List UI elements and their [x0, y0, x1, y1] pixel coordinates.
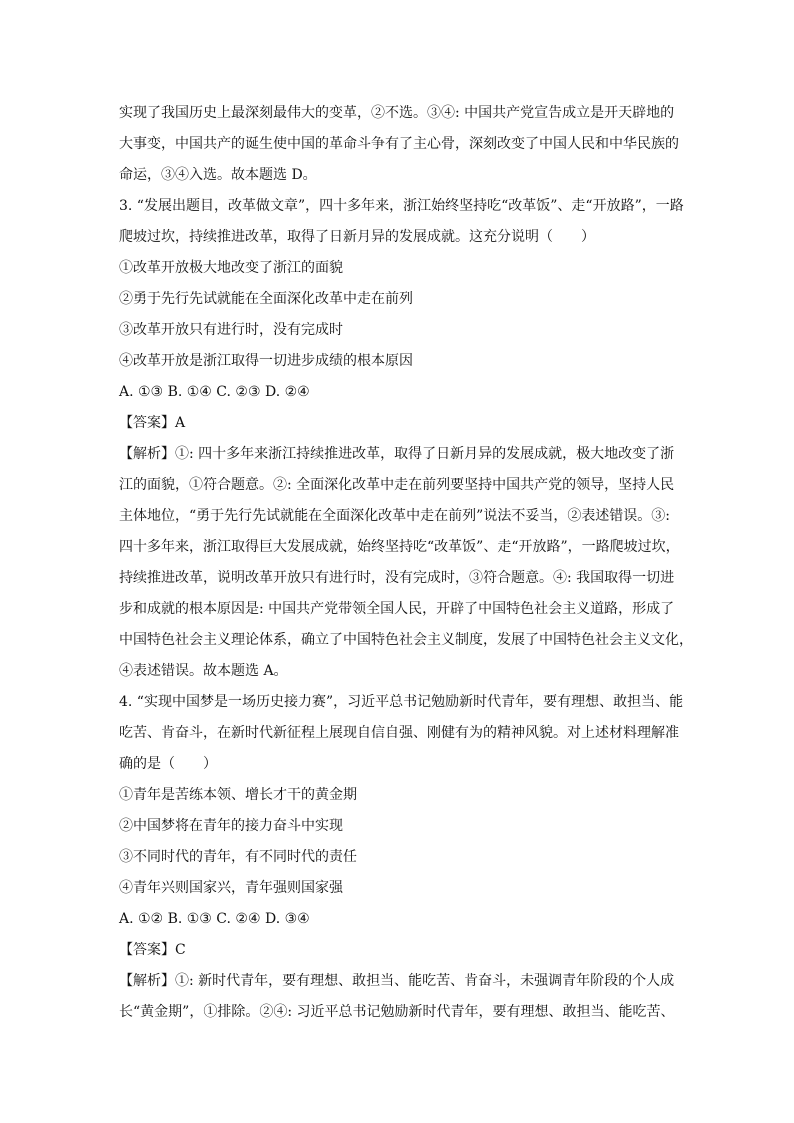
question-3-analysis-line-3: 主体地位，“勇于先行先试就能在全面深化改革中走在前列”说法不妥当，②表述错误。③:	[119, 508, 671, 524]
question-4-analysis-line-2: 长“黄金期”，①排除。②④: 习近平总书记勉励新时代青年，要有理想、敢担当、能吃苦、	[119, 1004, 675, 1020]
question-4-analysis-line-1: 【解析】①: 新时代青年，要有理想、敢担当、能吃苦、肯奋斗，未强调青年阶段的个人成	[119, 973, 675, 989]
question-3-analysis-line-4: 四十多年来，浙江取得巨大发展成就，始终坚持吃“改革饭”、走“开放路”，一路爬坡过坎，	[119, 539, 680, 555]
text-line-2: 大事变，中国共产的诞生使中国的革命斗争有了主心骨，深刻改变了中国人民和中华民族的	[119, 136, 679, 152]
text-line-3: 命运，③④入选。故本题选 D。	[119, 167, 317, 183]
question-4-option-2: ②中国梦将在青年的接力奋斗中实现	[119, 818, 343, 834]
question-3-analysis-line-5: 持续推进改革，说明改革开放只有进行时，没有完成时，③符合题意。④: 我国取得一切进	[119, 570, 675, 586]
question-3-option-4: ④改革开放是浙江取得一切进步成绩的根本原因	[119, 353, 413, 369]
question-4-stem-line-3: 确的是（ ）	[119, 756, 217, 772]
question-3-answer: 【答案】A	[119, 415, 186, 431]
question-3-analysis-line-7: 中国特色社会主义理论体系，确立了中国特色社会主义制度，发展了中国特色社会主义文化，	[119, 632, 693, 648]
question-3-analysis-line-6: 步和成就的根本原因是: 中国共产党带领全国人民，开辟了中国特色社会主义道路，形成了	[119, 601, 675, 617]
question-3-stem-line-2: 爬坡过坎，持续推进改革，取得了日新月异的发展成就。这充分说明（ ）	[119, 229, 595, 245]
question-4-answer: 【答案】C	[119, 942, 186, 958]
question-3-option-1: ①改革开放极大地改变了浙江的面貌	[119, 260, 343, 276]
document-content	[119, 98, 693, 1028]
question-3-option-3: ③改革开放只有进行时，没有完成时	[119, 322, 343, 338]
question-4-stem-line-2: 吃苦、肯奋斗，在新时代新征程上展现自信自强、刚健有为的精神风貌。对上述材料理解准	[119, 725, 679, 741]
question-3-analysis-line-1: 【解析】①: 四十多年来浙江持续推进改革，取得了日新月异的发展成就，极大地改变了浙	[119, 446, 675, 462]
question-4-option-3: ③不同时代的青年，有不同时代的责任	[119, 849, 357, 865]
question-3-answer-choices: A. ①③ B. ①④ C. ②③ D. ②④	[119, 384, 310, 400]
question-3-analysis-line-2: 江的面貌，①符合题意。②: 全面深化改革中走在前列要坚持中国共产党的领导，坚持人民	[119, 477, 675, 493]
question-4-stem-line-1: 4. “实现中国梦是一场历史接力赛”，习近平总书记勉励新时代青年，要有理想、敢担当、能	[119, 694, 684, 710]
question-4-option-1: ①青年是苦练本领、增长才干的黄金期	[119, 787, 357, 803]
text-line-1: 实现了我国历史上最深刻最伟大的变革，②不选。③④: 中国共产党宣告成立是开天辟地的	[119, 105, 675, 121]
question-4-answer-choices: A. ①② B. ①③ C. ②④ D. ③④	[119, 911, 310, 927]
question-3-analysis-line-8: ④表述错误。故本题选 A。	[119, 663, 288, 679]
question-3-option-2: ②勇于先行先试就能在全面深化改革中走在前列	[119, 291, 413, 307]
question-4-option-4: ④青年兴则国家兴，青年强则国家强	[119, 880, 343, 896]
question-3-stem-line-1: 3. “发展出题目，改革做文章”，四十多年来，浙江始终坚持吃“改革饭”、走“开放路”，一路	[119, 198, 684, 214]
